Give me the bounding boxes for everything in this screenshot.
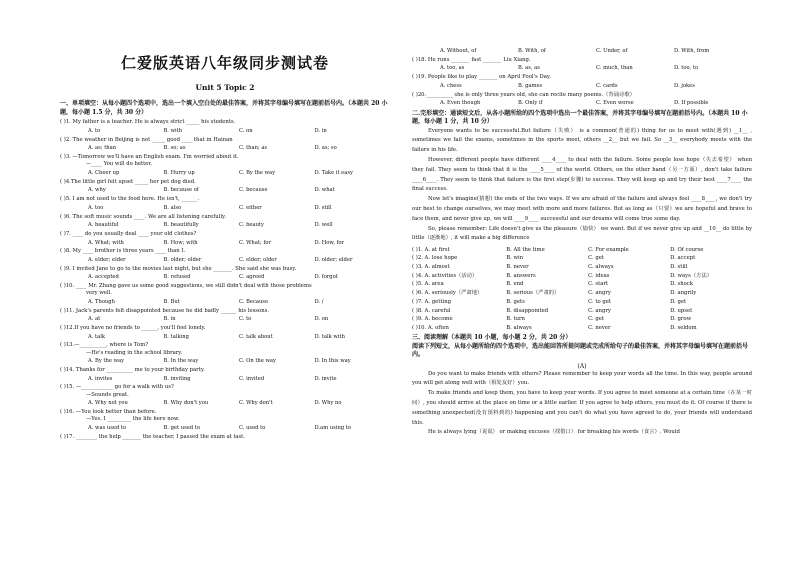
option-text: C. talk about <box>239 333 273 340</box>
option-text: D. in <box>314 127 327 134</box>
mc-options <box>60 274 390 280</box>
option-text: ( )2. A. lose hope <box>412 255 458 262</box>
option-text: C. Because <box>239 298 269 305</box>
option-text: C. Even worse <box>596 100 634 107</box>
option-text: C. never <box>588 324 611 331</box>
mc-options <box>60 222 390 228</box>
mc-question: ( )2. The weather in Beijing is not _____ good ____ that in Hainan <box>60 136 233 143</box>
mc-question: ( )5. I am not used to the food here. He isn't, ______. <box>60 196 200 203</box>
mc-question: ( )6. The soft music sounds ____. We are all listening carefully. <box>60 213 227 220</box>
mc-options <box>60 400 390 406</box>
option-text: B. gets <box>506 298 525 305</box>
mc-options <box>60 128 390 134</box>
mc-options <box>60 358 390 364</box>
option-text: C. always <box>588 264 614 271</box>
option-text: D. what <box>314 187 335 194</box>
q17-options <box>412 48 752 54</box>
option-text: A. was used to <box>88 424 127 431</box>
option-text: D. invite <box>314 375 337 382</box>
option-text: B. Only if <box>518 100 543 107</box>
option-text: D. shock <box>670 281 693 288</box>
mc-options <box>412 100 752 106</box>
option-text: A. Why not you <box>88 400 128 407</box>
option-text: B. talking <box>163 333 189 340</box>
option-text: A. Cheer up <box>88 169 120 176</box>
mc-question: ( )3. —Tomorrow we'll have an English exam. I'm worried about it. <box>60 154 239 161</box>
mc-question: ( )13.—__________, where is Tom? <box>60 342 149 349</box>
cloze-option-row <box>412 316 752 322</box>
mc-options <box>60 187 390 193</box>
option-text: ( )9. A. become <box>412 316 453 323</box>
mc-question: ( )14. Thanks for __________ me to your birthday party. <box>60 367 205 374</box>
cloze-passage <box>412 127 752 245</box>
option-text: D. / <box>314 298 324 305</box>
option-text: C. start <box>588 281 609 288</box>
cloze-paragraph: However, different people have different ____4____ to deal with the failure. Some people lose hope（失去希望） when they fail. They seem to think that it is the ____5____ of the world. Others, on the other hand（另一方面）, don't take failure ____6____. They seem to think that failure is the first step(步骤) to success. They will keep up and try their best ____7____ the final success. <box>412 156 752 193</box>
option-text: C. For example <box>588 246 629 253</box>
cloze-option-row <box>412 247 752 253</box>
mc-options <box>60 299 390 305</box>
cloze-paragraph: So, please remember: Life doesn't give us the pleasure（愉快） we want. But if we never give up and __10__ do little by little（逐渐地）, it will make a big difference <box>412 225 752 242</box>
section1-header: 一、单项填空：从每小题四个选项中，选出一个填入空白处的最佳答案，并将其字母编号填写在题前括号内。（本题共 20 小题，每小题 1.5 分，共 30 分） <box>60 100 388 116</box>
option-text: B. win <box>506 255 524 262</box>
option-text: D. jokes <box>674 82 695 89</box>
left-question-list <box>60 119 390 439</box>
option-text: ( )6. A. seriously（严肃地） <box>412 290 483 297</box>
section3-intro: 阅读下列短文，从每小题所给的四个选项中，选出能回答所提问题或完成所给句子的最佳答案，并将其字母编号填写在题前括号内。 <box>412 342 749 359</box>
option-text: C. angry <box>588 307 611 314</box>
cloze-option-row <box>412 299 752 305</box>
option-text: A. Though <box>88 298 115 305</box>
option-text: ( )10. A. often <box>412 324 449 331</box>
option-text: B. With, of <box>518 48 546 54</box>
mc-question: ( )7. ____ do you usually deal ____ your old clothes? <box>60 230 197 237</box>
option-text: D. talk with <box>314 333 345 340</box>
right-question-list <box>412 57 752 107</box>
mc-options <box>60 205 390 211</box>
mc-question: ( )9. I invited Jane to go to the movies last night, but she _______. She said she was busy. <box>60 265 297 272</box>
option-text: D. ways（方法） <box>670 272 713 279</box>
option-text: D. still <box>670 264 688 271</box>
option-text: B. All the time <box>506 246 545 253</box>
option-text: C. cards <box>596 82 618 89</box>
option-text: B. turn <box>506 316 525 323</box>
option-text: ( )4. A. activities（活动） <box>412 272 478 279</box>
reading-paragraph: To make friends and keep them, you have to keep your words. If you agree to meet someone at a certain time（在某一时间）, you should arrive at the place on time or a little earlier. If you agree to help others, you must do it. Of course if there is something unexpected(没有预料到的) happening and you can't do what you have agreed to do, your friends will understand this. <box>412 390 752 426</box>
option-text: ( )8. A. careful <box>412 307 451 314</box>
option-text: D. seldom <box>670 324 697 331</box>
option-text: D. get <box>670 298 687 305</box>
option-text: D. Take it easy <box>314 169 353 176</box>
mc-question: ( )20.__________ she is only three years old, she can recite many poems.（背诵诗歌） <box>412 91 635 98</box>
cloze-options <box>412 247 752 332</box>
option-text: B. Hurry up <box>163 169 195 176</box>
reading-paragraph: He is always lying（说谎） or making excuses（找借口） for breaking his words（食言）. Would <box>428 429 680 436</box>
option-text: D. forgot <box>314 274 338 281</box>
option-text: B. But <box>163 298 180 305</box>
mc-question: ( )12.If you have no friends to ______, you'll feel lonely. <box>60 325 206 332</box>
option-text: B. so; as <box>163 145 186 152</box>
option-text: B. refused <box>163 274 191 281</box>
option-text: C. elder; older <box>239 256 277 263</box>
option-text: B. Why don't you <box>163 400 209 407</box>
option-text: C. because <box>239 187 268 194</box>
mc-options <box>60 257 390 263</box>
option-text: C. By the way <box>239 169 276 176</box>
option-text: B. never <box>506 264 529 271</box>
mc-question: ( )4.The little girl felt upset _____ her pet dog died. <box>60 178 196 185</box>
mc-options <box>60 334 390 340</box>
option-text: C. angry <box>588 290 611 297</box>
mc-question: ( )16. —You look better than before. <box>60 409 157 416</box>
unit-subtitle: Unit 5 Topic 2 <box>195 83 255 92</box>
option-text: C. ideas <box>588 272 610 279</box>
option-text: B. answers <box>506 272 536 279</box>
option-text: B. disappointed <box>506 307 549 314</box>
mc-question-continuation: —Yes. I _________ the life here now. <box>86 416 180 423</box>
option-text: C. to <box>239 316 252 323</box>
option-text: D.am using to <box>314 424 351 431</box>
mc-question: ( )8. My ____ brother is three years ____ than I. <box>60 248 186 255</box>
option-text: D. Of course <box>670 246 704 253</box>
section2-header: 二.完形填空：通读短文后，从各小题所给的四个选项中选出一个最佳答案，并将其字母编号填写在题前括号内。（本题共 10 小题，每小题 1 分，共 10 分） <box>412 109 748 126</box>
option-text: A. too <box>88 204 104 211</box>
option-text: D. grow <box>670 316 692 323</box>
option-text: B. in <box>163 316 176 323</box>
option-text: C. get <box>588 316 605 323</box>
option-text: B. serious（严肃的） <box>506 290 560 297</box>
mc-options <box>60 376 390 382</box>
mc-options <box>60 240 390 246</box>
option-text: A. why <box>88 187 106 194</box>
option-text: A. talk <box>88 333 106 340</box>
cloze-option-row <box>412 325 752 331</box>
option-text: A. to <box>88 127 101 134</box>
cloze-option-row <box>412 273 752 279</box>
option-text: C. beauty <box>239 222 264 229</box>
mc-question-continuation: —____ You will do better. <box>86 161 153 168</box>
option-text: C. get <box>588 255 605 262</box>
option-text: C. On the way <box>239 358 276 365</box>
reading-passage <box>412 370 752 439</box>
option-text: C. used to <box>239 424 266 431</box>
page-title: 仁爱版英语八年级同步测试卷 <box>120 54 329 72</box>
option-text: D. In this way <box>314 358 351 365</box>
option-text: B. beautifully <box>163 222 199 229</box>
mc-question: ( )19. People like to play _______ on April Fool's Day. <box>412 74 551 81</box>
mc-question: ( )17. ________ the help _______ the teacher, I passed the exam at last. <box>60 433 245 440</box>
option-text: D. on <box>314 316 329 323</box>
mc-options <box>412 83 752 89</box>
mc-question-continuation: —Sounds great. <box>86 391 129 398</box>
option-text: A. too, as <box>440 65 465 72</box>
option-text: B. also <box>163 204 182 211</box>
option-text: D. older; elder <box>314 256 353 263</box>
option-text: B. In the way <box>163 358 199 365</box>
section3-header: 三、阅读理解（本题共 10 小题，每小题 2 分，共 20 分） <box>412 334 572 342</box>
cloze-paragraph: Now let's imagine(猜想) the ends of the two ways. If we are afraid of the failure and always feel ____8____, we don't try our best to change ourselves, we may meet with more and more failures. But as long as（只要）we are hopeful and brave to face them, and never give up, we will ____9____ successful and our dreams will come true some day. <box>412 196 752 222</box>
mc-options <box>60 145 390 151</box>
option-text: D. Why no <box>314 400 342 407</box>
option-text: A. Even though <box>440 100 481 107</box>
option-text: A. chess <box>440 82 462 89</box>
mc-question-continuation: very well. <box>86 290 113 297</box>
option-text: C. than; as <box>239 145 268 152</box>
mc-options <box>412 65 752 71</box>
option-text: C. What; for <box>239 239 271 246</box>
option-text: D. angrily <box>670 290 697 297</box>
option-text: C. to get <box>588 298 612 305</box>
option-text: A. invites <box>88 375 113 382</box>
option-text: B. as, as <box>518 65 540 72</box>
cloze-paragraph: Everyone wants to be successful.But failure（失败） is a common(普通的) thing for us to meet with(遇到) __1__ , sometimes we fail the exams, sometimes in the sports meet, others __2__ but we fail. So __3__ everybody meets with the failure in his life. <box>412 127 752 154</box>
option-text: D. How, for <box>314 239 345 246</box>
option-text: D. too, to <box>674 65 699 72</box>
option-text: D. upset <box>670 307 693 314</box>
option-text: B. games <box>518 82 543 89</box>
option-text: B. end <box>506 281 524 288</box>
option-text: C. much, than <box>596 65 633 72</box>
cloze-option-row <box>412 290 752 296</box>
option-text: D. still <box>314 204 332 211</box>
option-text: A. What; with <box>88 239 124 246</box>
option-text: A. elder; elder <box>88 256 126 263</box>
option-text: D. With, from <box>674 48 710 54</box>
option-text: B. always <box>506 324 532 331</box>
option-text: B. inviting <box>163 375 191 382</box>
mc-question: ( )1. My father is a teacher. He is always strict _____ his students. <box>60 119 236 126</box>
option-text: C. either <box>239 204 262 211</box>
option-text: A. Without, of <box>440 48 477 54</box>
option-text: ( )7. A. getting <box>412 298 452 305</box>
mc-options <box>60 170 390 176</box>
option-text: ( )1. A. at first <box>412 246 450 253</box>
option-text: B. get used to <box>163 424 200 431</box>
option-text: ( )5. A. area <box>412 281 444 288</box>
passage-label: (A) <box>577 362 587 370</box>
option-text: A. beautiful <box>88 222 119 229</box>
option-text: D. well <box>314 222 333 229</box>
mc-question: ( )15. —____________ go for a walk with us? <box>60 384 174 391</box>
option-text: B. How; with <box>163 239 198 246</box>
option-text: A. By the way <box>88 358 125 365</box>
option-text: C. Under, of <box>596 48 628 54</box>
cloze-option-row <box>412 308 752 314</box>
reading-paragraph: Do you want to make friends with others? Please remember to keep your words all the time. In this way, people around you will get along well with（相处友好）you. <box>412 370 752 387</box>
option-text: A. accepted <box>88 274 119 281</box>
mc-question: ( )11. Jack's parents felt disappointed because he did badly ______ his lessons. <box>60 307 270 314</box>
option-text: C. Why don't <box>239 400 273 407</box>
option-text: A. as; than <box>88 145 117 152</box>
option-text: ( )3. A. almost <box>412 264 450 271</box>
option-text: B. with <box>163 127 183 134</box>
right-column <box>412 0 752 562</box>
cloze-option-row <box>412 264 752 270</box>
mc-question-continuation: —He's reading in the school library. <box>86 349 183 356</box>
mc-question: ( )10. ____ Mr. Zhang gave us some good suggestions, we still didn't deal with those problems <box>60 283 312 290</box>
option-text: D. If possible <box>674 100 709 107</box>
option-text: C. on <box>239 127 253 134</box>
option-text: B. because of <box>163 187 199 194</box>
mc-question: ( )18. He runs _______ fast _______ Liu Xiang. <box>412 56 531 63</box>
option-text: B. older; older <box>163 256 202 263</box>
mc-options <box>60 425 390 431</box>
mc-options <box>60 316 390 322</box>
cloze-option-row <box>412 281 752 287</box>
cloze-option-row <box>412 255 752 261</box>
option-text: C. agreed <box>239 274 265 281</box>
option-text: D. accept <box>670 255 696 262</box>
left-column <box>60 0 390 562</box>
option-text: A. at <box>88 316 101 323</box>
option-text: D. as; so <box>314 145 337 152</box>
option-text: C. invited <box>239 375 265 382</box>
